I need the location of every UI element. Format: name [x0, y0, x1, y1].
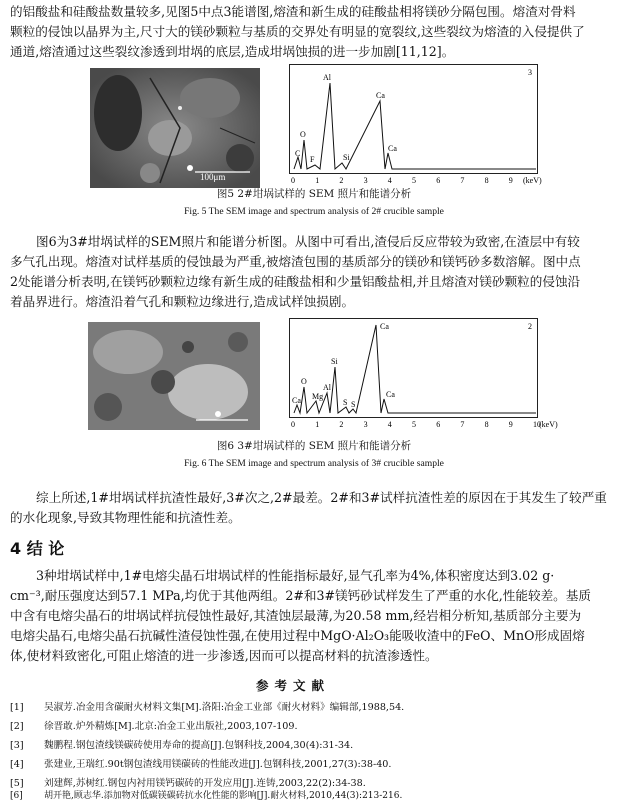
figure6-caption-en: Fig. 6 The SEM image and spectrum analysis of 3# crucible sample	[184, 458, 444, 469]
x-tick-label: 1	[315, 420, 320, 429]
svg-text:Ca: Ca	[292, 396, 301, 405]
sem-texture	[90, 68, 260, 188]
paragraph-fig6-discussion: 图6为3#坩埚试样的SEM照片和能谱分析图。从图中可看出,渣侵后反应带较为致密,在渣层中有较 多气孔出现。熔渣对试样基质的侵蚀最为严重,被熔渣包围的基质部分的镁砂和镁钙砂多数溶解。图中点 2处能谱分析表明,在镁钙砂颗粒边缘有新生成的硅酸盐相和少量铝酸盐相,并且熔渣对镁砂颗粒的侵蚀沿 着晶界进行。熔渣沿着气孔和颗粒边缘进行,造成试样蚀损剧。	[10, 234, 581, 309]
x-tick-label: 4	[387, 420, 392, 429]
x-tick-label: 10	[533, 420, 541, 429]
svg-text:(keV): (keV)	[539, 420, 558, 429]
reference-item: [3] 魏鹏程.钢包渣线镁碳砖使用寿命的提高[J].包钢科技,2004,30(4):31-34.	[10, 740, 354, 751]
spectrum-fig5	[289, 64, 538, 174]
svg-text:(keV): (keV)	[523, 176, 542, 185]
section-heading-conclusion: 4 结 论	[10, 539, 65, 558]
svg-text:Ca: Ca	[388, 144, 397, 153]
paragraph-fig5-discussion	[10, 2, 618, 62]
svg-text:Si: Si	[343, 153, 350, 162]
reference-item: [5] 刘建辉,苏树红.钢包内衬用镁钙碳砖的开发应用[J].连铸,2003,22(2):34-38.	[10, 778, 366, 789]
x-tick-label: 0	[291, 420, 295, 429]
svg-text:O: O	[300, 130, 306, 139]
sem-image-fig5	[90, 68, 260, 188]
reference-item: [6] 胡开艳,顾志华.添加物对低碳镁碳砖抗水化性能的影响[J].耐火材料,2010,44(3):213-216.	[10, 791, 403, 801]
svg-text:Ca: Ca	[386, 390, 395, 399]
spectrum-plot	[290, 65, 537, 173]
svg-text:Al: Al	[323, 73, 331, 82]
paragraph-conclusion: 3种坩埚试样中,1#电熔尖晶石坩埚试样的性能指标最好,显气孔率为4%,体积密度达到3.02 g· cm⁻³,耐压强度达到57.1 MPa,均优于其他两组。2#和3#镁钙砂试样发生了严重的水化,性能较差。基质 中含有电熔尖晶石的坩埚试样抗侵蚀性最好,其渣蚀层最薄,为20.58 mm,经岩相分析知,基质部分主要为 电熔尖晶石,电熔尖晶石抗碱性渣侵蚀性强,在使用过程中MgO·Al₂O₃能吸收渣中的FeO、MnO形成固熔 体,使材料致密化,可阻止熔渣的进一步渗透,因而可以提高材料的抗渣渗透性。	[10, 568, 591, 663]
x-tick-label: 9	[508, 420, 513, 429]
references-heading: 参考文献	[256, 678, 331, 693]
x-tick-label: 2	[339, 420, 344, 429]
svg-text:Si: Si	[331, 357, 338, 366]
svg-text:Mg: Mg	[312, 392, 324, 401]
spectrum-fig6	[289, 318, 538, 418]
svg-text:C: C	[295, 149, 301, 158]
x-tick-label: 5	[412, 176, 416, 185]
scale-bar-label: 100μm	[200, 172, 226, 182]
svg-text:S: S	[351, 400, 356, 409]
svg-text:S: S	[343, 398, 348, 407]
svg-text:Ca: Ca	[380, 322, 389, 331]
svg-text:F: F	[310, 155, 315, 164]
x-tick-label: 5	[412, 420, 416, 429]
x-tick-label: 1	[315, 176, 320, 185]
reference-item: [1] 吴淑芳.冶金用含碳耐火材料文集[M].洛阳:冶金工业部《耐火材料》编辑部,1988,54.	[10, 702, 405, 713]
figure6-caption-zh: 图6 3#坩埚试样的 SEM 照片和能谱分析	[216, 440, 412, 452]
x-axis-ticks-fig5	[289, 172, 559, 186]
x-tick-label: 7	[460, 176, 465, 185]
x-tick-label: 8	[484, 176, 489, 185]
paragraph-summary: 综上所述,1#坩埚试样抗渣性最好,3#次之,2#最差。2#和3#试样抗渣性差的原因在于其发生了较严重 的水化现象,导致其物理性能和抗渣性差。	[10, 490, 607, 525]
text-line: 颗粒的侵蚀以晶界为主,尺寸大的镁砂颗粒与基质的交界处有明显的宽裂纹,这些裂纹为熔渣的入侵提供了	[10, 24, 585, 39]
x-tick-label: 6	[436, 176, 441, 185]
x-tick-label: 3	[363, 420, 368, 429]
svg-text:O: O	[301, 377, 307, 386]
sem-texture	[88, 322, 260, 430]
text-line: 的铝酸盐和硅酸盐数量较多,见图5中点3能谱图,熔渣和新生成的硅酸盐相将镁砂分隔包围。熔渣对骨料	[10, 4, 576, 19]
svg-text:Ca: Ca	[376, 91, 385, 100]
sem-image-fig6	[88, 322, 260, 430]
x-axis-ticks-fig6	[289, 416, 559, 430]
svg-text:3: 3	[528, 68, 532, 77]
x-tick-label: 3	[363, 176, 368, 185]
x-tick-label: 6	[436, 420, 441, 429]
x-tick-label: 4	[387, 176, 392, 185]
spectrum-plot	[290, 319, 537, 417]
figure5-caption-en: Fig. 5 The SEM image and spectrum analysis of 2# crucible sample	[184, 206, 444, 217]
x-tick-label: 8	[484, 420, 489, 429]
x-tick-label: 7	[460, 420, 465, 429]
x-tick-label: 9	[508, 176, 513, 185]
reference-item: [2] 徐晋敢.炉外精炼[M].北京:冶金工业出版社,2003,107-109.	[10, 721, 298, 732]
svg-text:Al: Al	[323, 383, 331, 392]
x-tick-label: 2	[339, 176, 344, 185]
text-line: 通道,熔渣通过这些裂纹渗透到坩埚的底层,造成坩埚蚀损的进一步加剧[11,12]。	[10, 44, 455, 59]
x-tick-label: 0	[291, 176, 295, 185]
svg-text:2: 2	[528, 322, 532, 331]
figure5-caption-zh: 图5 2#坩埚试样的 SEM 照片和能谱分析	[216, 188, 412, 200]
reference-item: [4] 张建业,王瑞红.90t钢包渣线用镁碳砖的性能改进[J].包钢科技,2001,27(3):38-40.	[10, 759, 392, 770]
